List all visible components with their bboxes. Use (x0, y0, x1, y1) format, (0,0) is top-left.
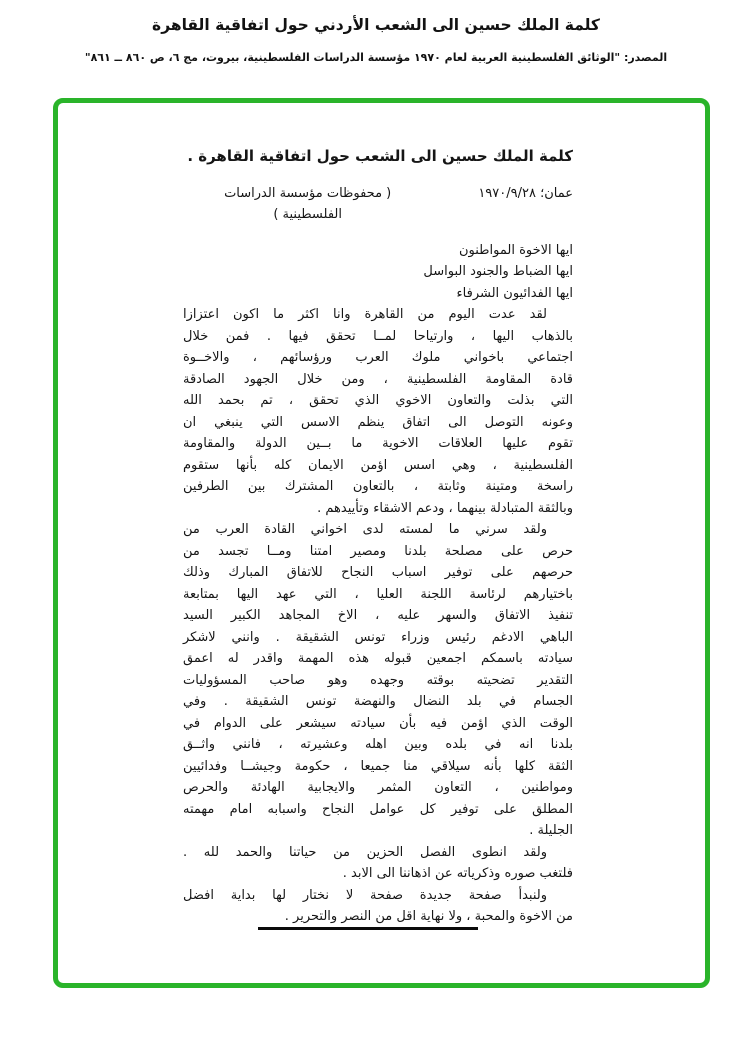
archive-note (183, 183, 432, 226)
body-line: حرص على مصلحة بلدنا ومصير امتنا ومــا تجسد من (183, 543, 573, 559)
body-line: التقدير تضحيته بوقته وجهده وهو صاحب المسؤوليات (183, 672, 573, 688)
body-line: ولقد سرني ما لمسته لدى اخواني القادة العرب من (183, 522, 547, 537)
archive-note-line1: ( محفوظات مؤسسة الدراسات (224, 185, 392, 201)
source-citation: المصدر: "الوثائق الفلسطينية العربية لعام ١٩٧٠ مؤسسة الدراسات الفلسطينية، بيروت، مج ٦، ص ٨٦٠ ــ ٨٦١" (84, 51, 668, 64)
body-line: ولنبدأ صفحة جديدة صفحة لا نختار لها بداية افضل (183, 887, 547, 903)
body-line: باختيارهم لرئاسة اللجنة العليا ، التي عهد اليها بمتابعة (183, 586, 573, 602)
document-body (183, 304, 573, 928)
date-line: عمان؛ ١٩٧٠/٩/٢٨ (478, 185, 573, 201)
document-meta (183, 183, 573, 226)
scanned-document (183, 146, 573, 928)
salutations (183, 240, 573, 305)
document-title: كلمة الملك حسين الى الشعب حول اتفاقية القاهرة . (187, 147, 573, 165)
body-line: وبالثقة المتبادلة بينهما ، ودعم الاشقاء وتأييدهم . (317, 500, 573, 516)
body-line: الجليلة . (529, 823, 573, 838)
body-line: الباهي الادغم رئيس وزراء تونس الشقيقة . وانني لاشكر (183, 629, 573, 645)
body-line: بالذهاب اليها ، وارتياحا لمــا تحقق فيها . فمن خلال (183, 328, 573, 344)
body-line: الثقة كلها بأنه سيلاقي منا جميعا ، حكومة وجيشــا وفدائيين (183, 758, 573, 774)
body-line: فلتغب صوره وذكرياته عن اذهاننا الى الابد . (342, 866, 573, 881)
body-line: وعونه التوصل الى اتفاق ينظم الاسس التي ينبغي ان (183, 414, 573, 430)
body-line: ولقد انطوى الفصل الحزين من حياتنا والحمد لله . (183, 844, 547, 860)
body-line: بلدنا انه في بلده وبين اهله وعشيرته ، فانني واثــق (183, 737, 573, 752)
body-line: راسخة ومتينة وثابتة ، بالتعاون المشترك بين الطرفين (183, 479, 573, 494)
body-line: ومواطنين ، التعاون المثمر والايجابية الهادئة والحرص (183, 780, 573, 795)
body-line: تقوم عليها العلاقات الاخوية ما بــين الدولة والمقاومة (183, 436, 573, 451)
divider-line (258, 927, 478, 930)
body-line: قادة المقاومة الفلسطينية ، ومن خلال الجهود الصادقة (183, 371, 573, 387)
body-line: التي بذلت والتعاون الاخوي الذي تحقق ، تم بحمد الله (183, 393, 573, 408)
body-line: اجتماعي باخواني ملوك العرب ورؤسائهم ، والاخــوة (183, 350, 573, 365)
page-header-title: كلمة الملك حسين الى الشعب الأردني حول اتفاقية القاهرة (152, 16, 600, 34)
body-line: المطلق على توفير كل عوامل النجاح واسبابه امام مهمته (183, 801, 573, 817)
body-line: الجسام في بلد النضال والنهضة تونس الشقيقة . وفي (183, 694, 573, 709)
body-line: سيادته باسمكم اجمعين قبوله هذه المهمة واقدر له اعمق (183, 651, 573, 666)
salutation-line: ايها الضباط والجنود البواسل (423, 264, 573, 279)
archive-note-line2: الفلسطينية ) (273, 207, 342, 222)
salutation-line: ايها الفدائيون الشرفاء (456, 285, 573, 301)
body-line: الوقت الذي اؤمن فيه بأن سيادته سيشعر على الدوام في (183, 715, 573, 731)
body-line: من الاخوة والمحبة ، ولا نهاية اقل من النصر والتحرير . (284, 909, 573, 924)
body-line: تنفيذ الاتفاق والسهر عليه ، الاخ المجاهد الكبير السيد (183, 608, 573, 623)
body-line: حرصهم على توفير اسباب النجاح للاتفاق المبارك وذلك (183, 565, 573, 580)
body-line: الفلسطينية ، وهي اسس اؤمن الايمان كله بأنها ستقوم (183, 457, 573, 473)
salutation-line: ايها الاخوة المواطنون (459, 242, 573, 258)
body-line: لقد عدت اليوم من القاهرة وانا اكثر ما اكون اعتزازا (183, 307, 547, 322)
